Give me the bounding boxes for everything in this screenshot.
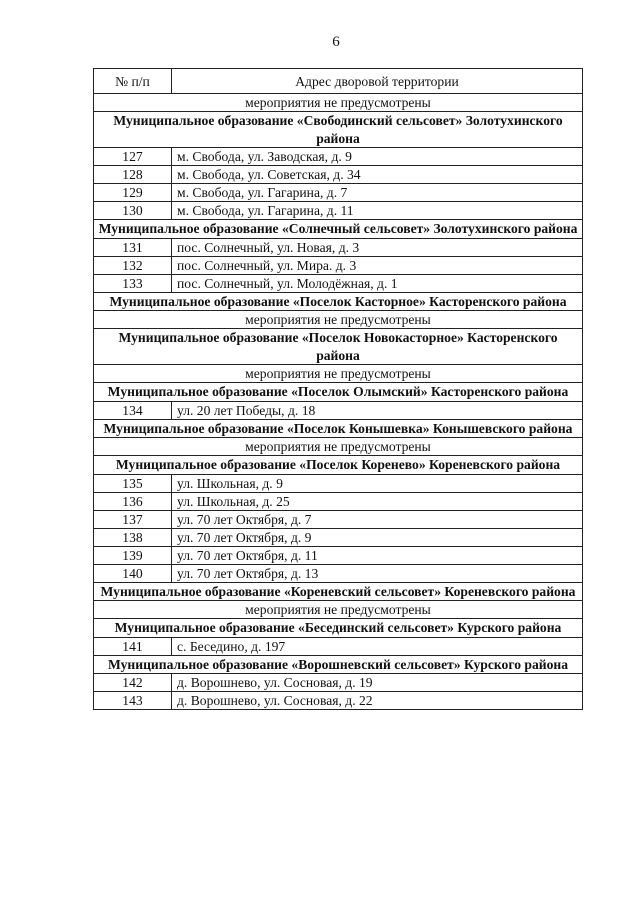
section-row: [94, 112, 583, 148]
row-number: 141: [94, 637, 172, 655]
row-address: м. Свобода, ул. Советская, д. 34: [172, 166, 583, 184]
row-number: 132: [94, 256, 172, 274]
table-row: [94, 148, 583, 166]
row-number: 130: [94, 202, 172, 220]
municipality-heading: Муниципальное образование «Кореневский сельсовет» Кореневского района: [94, 582, 583, 601]
table-row: [94, 238, 583, 256]
row-address: ул. Школьная, д. 25: [172, 492, 583, 510]
municipality-heading: Муниципальное образование «Поселок Конышевка» Конышевского района: [94, 419, 583, 438]
table-row: [94, 202, 583, 220]
row-number: 133: [94, 274, 172, 292]
table-row: [94, 528, 583, 546]
municipality-heading: Муниципальное образование «Поселок Коренево» Кореневского района: [94, 456, 583, 475]
municipality-heading: Муниципальное образование «Солнечный сельсовет» Золотухинского района: [94, 220, 583, 239]
row-address: ул. 70 лет Октября, д. 9: [172, 528, 583, 546]
column-header-address: Адрес дворовой территории: [172, 69, 583, 94]
row-number: 135: [94, 474, 172, 492]
table-row: [94, 474, 583, 492]
section-row: [94, 383, 583, 402]
note-row: [94, 601, 583, 619]
no-measures-note: мероприятия не предусмотрены: [94, 438, 583, 456]
row-number: 142: [94, 674, 172, 692]
table-body: [94, 94, 583, 710]
table-row: [94, 510, 583, 528]
table-row: [94, 166, 583, 184]
section-row: [94, 456, 583, 475]
table-header-row: [94, 69, 583, 94]
row-address: ул. Школьная, д. 9: [172, 474, 583, 492]
municipality-heading: Муниципальное образование «Поселок Новокасторное» Касторенского района: [94, 329, 583, 365]
no-measures-note: мероприятия не предусмотрены: [94, 365, 583, 383]
section-row: [94, 329, 583, 365]
section-row: [94, 655, 583, 674]
table-row: [94, 637, 583, 655]
municipality-heading: Муниципальное образование «Свободинский сельсовет» Золотухинского района: [94, 112, 583, 148]
row-number: 140: [94, 564, 172, 582]
section-row: [94, 619, 583, 638]
no-measures-note: мероприятия не предусмотрены: [94, 311, 583, 329]
row-address: д. Ворошнево, ул. Сосновая, д. 22: [172, 692, 583, 710]
table-row: [94, 546, 583, 564]
row-address: д. Ворошнево, ул. Сосновая, д. 19: [172, 674, 583, 692]
section-row: [94, 220, 583, 239]
row-address: пос. Солнечный, ул. Молодёжная, д. 1: [172, 274, 583, 292]
note-row: [94, 94, 583, 112]
note-row: [94, 311, 583, 329]
table-row: [94, 564, 583, 582]
table-row: [94, 674, 583, 692]
row-address: м. Свобода, ул. Гагарина, д. 11: [172, 202, 583, 220]
table-row: [94, 256, 583, 274]
row-number: 137: [94, 510, 172, 528]
address-table: [93, 68, 583, 710]
row-address: ул. 20 лет Победы, д. 18: [172, 401, 583, 419]
row-address: пос. Солнечный, ул. Новая, д. 3: [172, 238, 583, 256]
row-number: 136: [94, 492, 172, 510]
row-address: пос. Солнечный, ул. Мира. д. 3: [172, 256, 583, 274]
row-address: м. Свобода, ул. Заводская, д. 9: [172, 148, 583, 166]
municipality-heading: Муниципальное образование «Поселок Олымский» Касторенского района: [94, 383, 583, 402]
municipality-heading: Муниципальное образование «Ворошневский сельсовет» Курского района: [94, 655, 583, 674]
table-row: [94, 401, 583, 419]
row-address: ул. 70 лет Октября, д. 11: [172, 546, 583, 564]
row-number: 134: [94, 401, 172, 419]
section-row: [94, 292, 583, 311]
municipality-heading: Муниципальное образование «Бесединский сельсовет» Курского района: [94, 619, 583, 638]
section-row: [94, 582, 583, 601]
row-address: с. Беседино, д. 197: [172, 637, 583, 655]
row-number: 138: [94, 528, 172, 546]
column-header-number: № п/п: [94, 69, 172, 94]
table-row: [94, 492, 583, 510]
note-row: [94, 365, 583, 383]
no-measures-note: мероприятия не предусмотрены: [94, 94, 583, 112]
section-row: [94, 419, 583, 438]
municipality-heading: Муниципальное образование «Поселок Касторное» Касторенского района: [94, 292, 583, 311]
row-number: 131: [94, 238, 172, 256]
table-row: [94, 274, 583, 292]
row-number: 127: [94, 148, 172, 166]
table-row: [94, 184, 583, 202]
row-address: ул. 70 лет Октября, д. 7: [172, 510, 583, 528]
row-address: ул. 70 лет Октября, д. 13: [172, 564, 583, 582]
row-address: м. Свобода, ул. Гагарина, д. 7: [172, 184, 583, 202]
row-number: 129: [94, 184, 172, 202]
row-number: 139: [94, 546, 172, 564]
row-number: 143: [94, 692, 172, 710]
row-number: 128: [94, 166, 172, 184]
table-row: [94, 692, 583, 710]
note-row: [94, 438, 583, 456]
no-measures-note: мероприятия не предусмотрены: [94, 601, 583, 619]
page-number: 6: [332, 34, 340, 50]
